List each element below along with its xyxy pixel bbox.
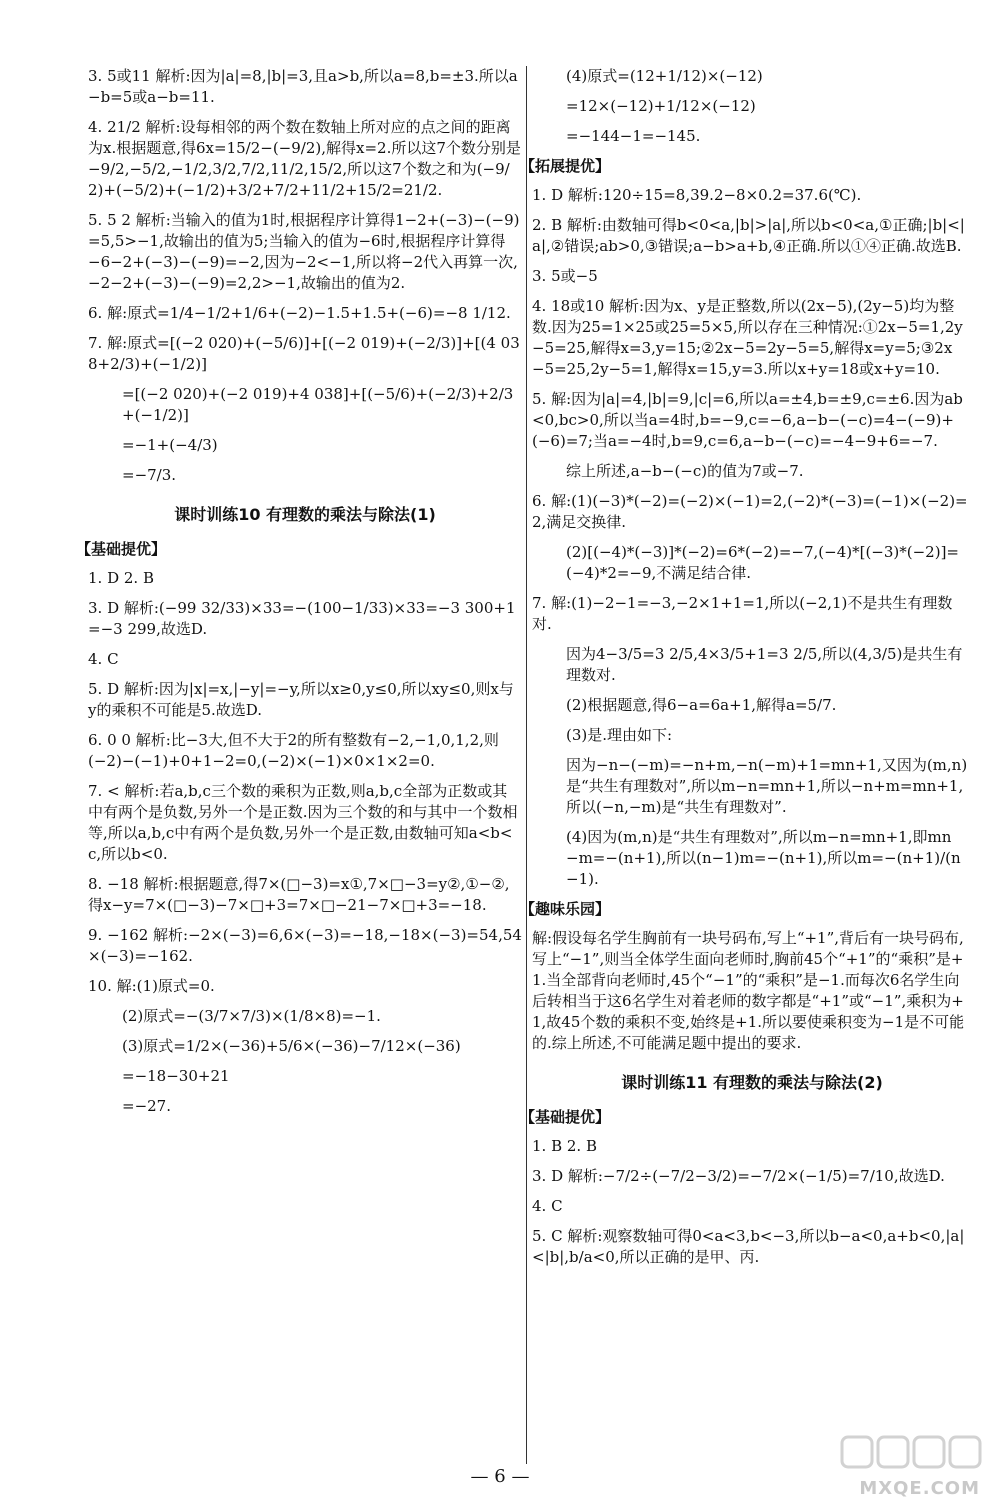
answer-paragraph: 5. 5 2 解析:当输入的值为1时,根据程序计算得1−2+(−3)−(−9)=5,5>−1,故输出的值为5;当输入的值为−6时,根据程序计算得−6−2+(−3)−(−9)=−2,因为−2<−1,所以将−2代入再算一次,−2−2+(−3)−(−9)=2,2>−1,故输出的值为2. bbox=[88, 211, 520, 292]
answer-paragraph: 5. 解:因为|a|=4,|b|=9,|c|=6,所以a=±4,b=±9,c=±6.因为ab<0,bc>0,所以当a=4时,b=−9,c=−6,a−b−(−c)=4−(−9)+(−6)=7;当a=−4时,b=9,c=6,a−b−(−c)=−4−9+6=−7. bbox=[532, 390, 963, 450]
section-tag: 【趣味乐园】 bbox=[520, 900, 611, 918]
answer-paragraph: 8. −18 解析:根据题意,得7×(□−3)=x①,7×□−3=y②,①−②,得x−y=7×(□−3)−7×□+3=7×□−21−7×□+3=−18. bbox=[88, 875, 510, 914]
section-heading: 课时训练11 有理数的乘法与除法(2) bbox=[621, 1073, 883, 1092]
answer-paragraph: 4. C bbox=[88, 650, 119, 668]
section-tag: 【基础提优】 bbox=[520, 1108, 611, 1126]
answer-paragraph: (2)根据题意,得6−a=6a+1,解得a=5/7. bbox=[566, 696, 837, 714]
answer-paragraph: 3. D 解析:(−99 32/33)×33=−(100−1/33)×33=−3 300+1=−3 299,故选D. bbox=[88, 599, 516, 638]
section-heading: 课时训练10 有理数的乘法与除法(1) bbox=[174, 505, 436, 524]
answer-paragraph: 1. D 解析:120÷15=8,39.2−8×0.2=37.6(℃). bbox=[532, 186, 862, 204]
answer-paragraph: 9. −162 解析:−2×(−3)=6,6×(−3)=−18,−18×(−3)=54,54×(−3)=−162. bbox=[88, 926, 522, 965]
answer-paragraph: 因为−n−(−m)=−n+m,−n(−m)+1=mn+1,又因为(m,n)是“共生有理数对”,所以m−n=mn+1,所以−n+m=mn+1,所以(−n,−m)是“共生有理数对”. bbox=[566, 756, 968, 816]
answer-paragraph: 7. 解:原式=[(−2 020)+(−5/6)]+[(−2 019)+(−2/3)]+[(4 038+2/3)+(−1/2)] bbox=[88, 334, 520, 373]
answer-paragraph: 5. D 解析:因为|x|=x,|−y|=−y,所以x≥0,y≤0,所以xy≤0,则x与y的乘积不可能是5.故选D. bbox=[88, 680, 514, 719]
watermark-text: MXQE.COM bbox=[859, 1478, 980, 1499]
answer-paragraph: =12×(−12)+1/12×(−12) bbox=[566, 97, 756, 115]
answer-paragraph: 6. 解:(1)(−3)*(−2)=(−2)×(−1)=2,(−2)*(−3)=(−1)×(−2)=2,满足交换律. bbox=[532, 492, 968, 531]
answer-paragraph: =−7/3. bbox=[122, 466, 177, 484]
section-tag: 【基础提优】 bbox=[76, 540, 167, 558]
answer-paragraph: 4. 21/2 解析:设每相邻的两个数在数轴上所对应的点之间的距离为x.根据题意,得6x=15/2−(−9/2),解得x=2.所以这7个数分别是−9/2,−5/2,−1/2,3/2,7/2,11/2,15/2,所以这7个数之和为(−9/2)+(−5/2)+(−1/2)+3/2+7/2+11/2+15/2=21/2. bbox=[88, 118, 521, 199]
answer-paragraph: 3. 5或−5 bbox=[532, 267, 598, 285]
answer-paragraph: 1. B 2. B bbox=[532, 1137, 597, 1155]
answer-paragraph: 4. C bbox=[532, 1197, 563, 1215]
answer-paragraph: =[(−2 020)+(−2 019)+4 038]+[(−5/6)+(−2/3)+2/3+(−1/2)] bbox=[122, 385, 514, 424]
answer-paragraph: =−18−30+21 bbox=[122, 1067, 230, 1085]
answer-paragraph: 1. D 2. B bbox=[88, 569, 154, 587]
answer-paragraph: 4. 18或10 解析:因为x、y是正整数,所以(2x−5),(2y−5)均为整数.因为25=1×25或25=5×5,所以存在三种情况:①2x−5=1,2y−5=25,解得x=3,y=15;②2x−5=2y−5=5,解得x=y=5;③2x−5=25,2y−5=1,解得x=15,y=3.所以x+y=18或x+y=10. bbox=[532, 297, 963, 378]
answer-paragraph: 2. B 解析:由数轴可得b<0<a,|b|>|a|,所以b<0<a,①正确;|b|<|a|,②错误;ab>0,③错误;a−b>a+b,④正确.所以①④正确.故选B. bbox=[532, 216, 965, 255]
answer-paragraph: 因为4−3/5=3 2/5,4×3/5+1=3 2/5,所以(4,3/5)是共生有理数对. bbox=[566, 645, 963, 684]
section-tag: 【拓展提优】 bbox=[520, 157, 611, 175]
answer-paragraph: 7. 解:(1)−2−1=−3,−2×1+1=1,所以(−2,1)不是共生有理数对. bbox=[532, 594, 953, 633]
answer-paragraph: (3)原式=1/2×(−36)+5/6×(−36)−7/12×(−36) bbox=[122, 1037, 461, 1055]
answer-paragraph: 解:假设每名学生胸前有一块号码布,写上“+1”,背后有一块号码布,写上“−1”,则当全体学生面向老师时,胸前45个“+1”的“乘积”是+1.当全部背向老师时,45个“−1”的“乘积”是−1.而每次6名学生向后转相当于这6名学生对着老师的数字都是“+1”或“−1”,乘积为+1,故45个数的乘积不变,始终是+1.所以要使乘积变为−1是不可能的.综上所述,不可能满足题中提出的要求. bbox=[532, 929, 965, 1052]
answer-paragraph: =−144−1=−145. bbox=[566, 127, 701, 145]
page-number: — 6 — bbox=[470, 1466, 530, 1487]
answer-paragraph: (4)原式=(12+1/12)×(−12) bbox=[566, 67, 763, 85]
answer-paragraph: =−27. bbox=[122, 1097, 171, 1115]
answer-paragraph: (4)因为(m,n)是“共生有理数对”,所以m−n=mn+1,即mn−m=−(n+1),所以(n−1)m=−(n+1),所以m=−(n+1)/(n−1). bbox=[566, 828, 961, 888]
answer-paragraph: 7. < 解析:若a,b,c三个数的乘积为正数,则a,b,c全部为正数或其中有两个是负数,另外一个是正数.因为三个数的和与其中一个数相等,所以a,b,c中有两个是负数,另外一个是正数,由数轴可知a<b<c,所以b<0. bbox=[88, 782, 518, 863]
answer-paragraph: (2)原式=−(3/7×7/3)×(1/8×8)=−1. bbox=[122, 1007, 381, 1025]
left-column bbox=[76, 66, 522, 1126]
right-column bbox=[520, 66, 972, 1277]
answer-paragraph: 3. 5或11 解析:因为|a|=8,|b|=3,且a>b,所以a=8,b=±3.所以a−b=5或a−b=11. bbox=[88, 67, 518, 106]
answer-paragraph: =−1+(−4/3) bbox=[122, 436, 218, 454]
answer-paragraph: (3)是.理由如下: bbox=[566, 726, 673, 744]
answer-paragraph: 3. D 解析:−7/2÷(−7/2−3/2)=−7/2×(−1/5)=7/10,故选D. bbox=[532, 1167, 945, 1185]
answer-paragraph: 6. 解:原式=1/4−1/2+1/6+(−2)−1.5+1.5+(−6)=−8 1/12. bbox=[88, 304, 511, 322]
column-divider bbox=[526, 66, 527, 1464]
answer-paragraph: (2)[(−4)*(−3)]*(−2)=6*(−2)=−7,(−4)*[(−3)*(−2)]=(−4)*2=−9,不满足结合律. bbox=[566, 543, 959, 582]
answer-paragraph: 5. C 解析:观察数轴可得0<a<3,b<−3,所以b−a<0,a+b<0,|a|<|b|,b/a<0,所以正确的是甲、丙. bbox=[532, 1227, 965, 1266]
answer-paragraph: 10. 解:(1)原式=0. bbox=[88, 977, 215, 995]
answer-paragraph: 综上所述,a−b−(−c)的值为7或−7. bbox=[566, 462, 804, 480]
answer-paragraph: 6. 0 0 解析:比−3大,但不大于2的所有整数有−2,−1,0,1,2,则(−2)−(−1)+0+1−2=0,(−2)×(−1)×0×1×2=0. bbox=[88, 731, 499, 770]
